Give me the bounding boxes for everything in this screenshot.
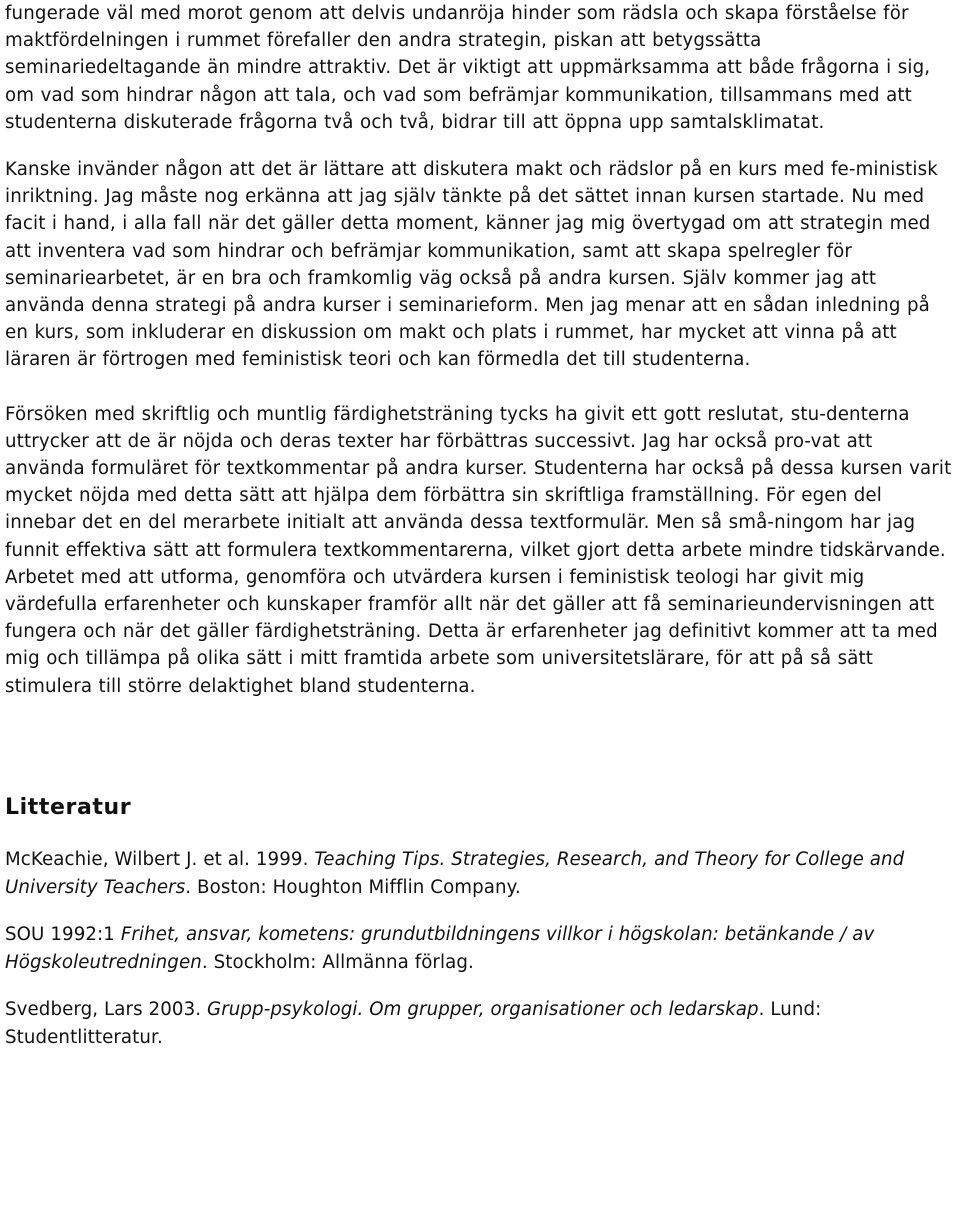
- reference-lead: Svedberg, Lars 2003.: [5, 998, 208, 1020]
- body-paragraph-2: Kanske invänder någon att det är lättare att diskutera makt och rädslor på en kurs med fe-ministisk inriktning. Jag måste nog erkänna att jag själv tänkte på det sättet innan kursen startade. Nu med facit i hand, i alla fall när det gäller detta moment, känner jag mig övertygad om att strategin med att inventera vad som hindrar och befrämjar kommunikation, samt att skapa spelregler för seminariearbetet, är en bra och framkomlig väg också på andra kursen. Själv kommer jag att använda denna strategi på andra kurser i seminarieform. Men jag menar att en sådan inledning på en kurs, som inkluderar en diskussion om makt och plats i rummet, har mycket att vinna på att läraren är förtrogen med feministisk teori och kan förmedla det till studenterna.: [5, 159, 938, 371]
- body-paragraph-1: fungerade väl med morot genom att delvis undanröja hinder som rädsla och skapa förståelse för maktfördelningen i rummet förefaller den andra strategin, piskan att betygssätta seminariedeltagande än mindre attraktiv. Det är viktigt att uppmärksamma att både frågorna i sig, om vad som hindrar någon att tala, och vad som befrämjar kommunikation, tillsammans med att studenterna diskuterade frågorna två och två, bidrar till att öppna upp samtalsklimatat.: [5, 3, 931, 133]
- reference-item-sou: [5, 921, 955, 978]
- reference-tail: . Boston: Houghton Mifflin Company.: [185, 877, 521, 899]
- reference-item-svedberg: [5, 996, 955, 1053]
- reference-title: Teaching Tips. Strategies, Research, and Theory for College and University Teachers: [5, 848, 905, 899]
- document-page: [5, 0, 955, 1071]
- section-heading-litteratur: Litteratur: [5, 794, 132, 820]
- reference-list: [5, 846, 955, 1053]
- reference-lead: McKeachie, Wilbert J. et al. 1999.: [5, 848, 315, 870]
- reference-tail: . Lund: Studentlitteratur.: [5, 998, 822, 1049]
- reference-title: Frihet, ansvar, kometens: grundutbildningens villkor i högskolan: betänkande / av Högskoleutredningen: [5, 923, 875, 974]
- reference-tail: . Stockholm: Allmänna förlag.: [201, 952, 474, 974]
- reference-title: Grupp-psykologi. Om grupper, organisationer och ledarskap: [207, 998, 759, 1020]
- body-paragraph-3: Försöken med skriftlig och muntlig färdighetsträning tycks ha givit ett gott reslutat, stu-denterna uttrycker att de är nöjda och deras texter har förbättras successivt. Jag har också pro-vat att använda formuläret för textkommentar på andra kurser. Studenterna har också på dessa kursen varit mycket nöjda med detta sätt att hjälpa dem förbättra sin skriftliga framställning. För egen del innebar det en del merarbete initialt att använda dessa textformulär. Men så små-ningom har jag funnit effektiva sätt att formulera textkommentarerna, vilket gjort detta arbete mindre tidskärvande. Arbetet med att utforma, genomföra och utvärdera kursen i feministisk teologi har givit mig värdefulla erfarenheter och kunskaper framför allt när det gäller att få seminarieundervisningen att fungera och när det gäller färdighetsträning. Detta är erfarenheter jag definitivt kommer att ta med mig och tillämpa på olika sätt i mitt framtida arbete som universitetslärare, för att på så sätt stimulera till större delaktighet bland studenterna.: [5, 403, 952, 697]
- reference-lead: SOU 1992:1: [5, 923, 121, 945]
- reference-item-mckeachie: [5, 846, 955, 903]
